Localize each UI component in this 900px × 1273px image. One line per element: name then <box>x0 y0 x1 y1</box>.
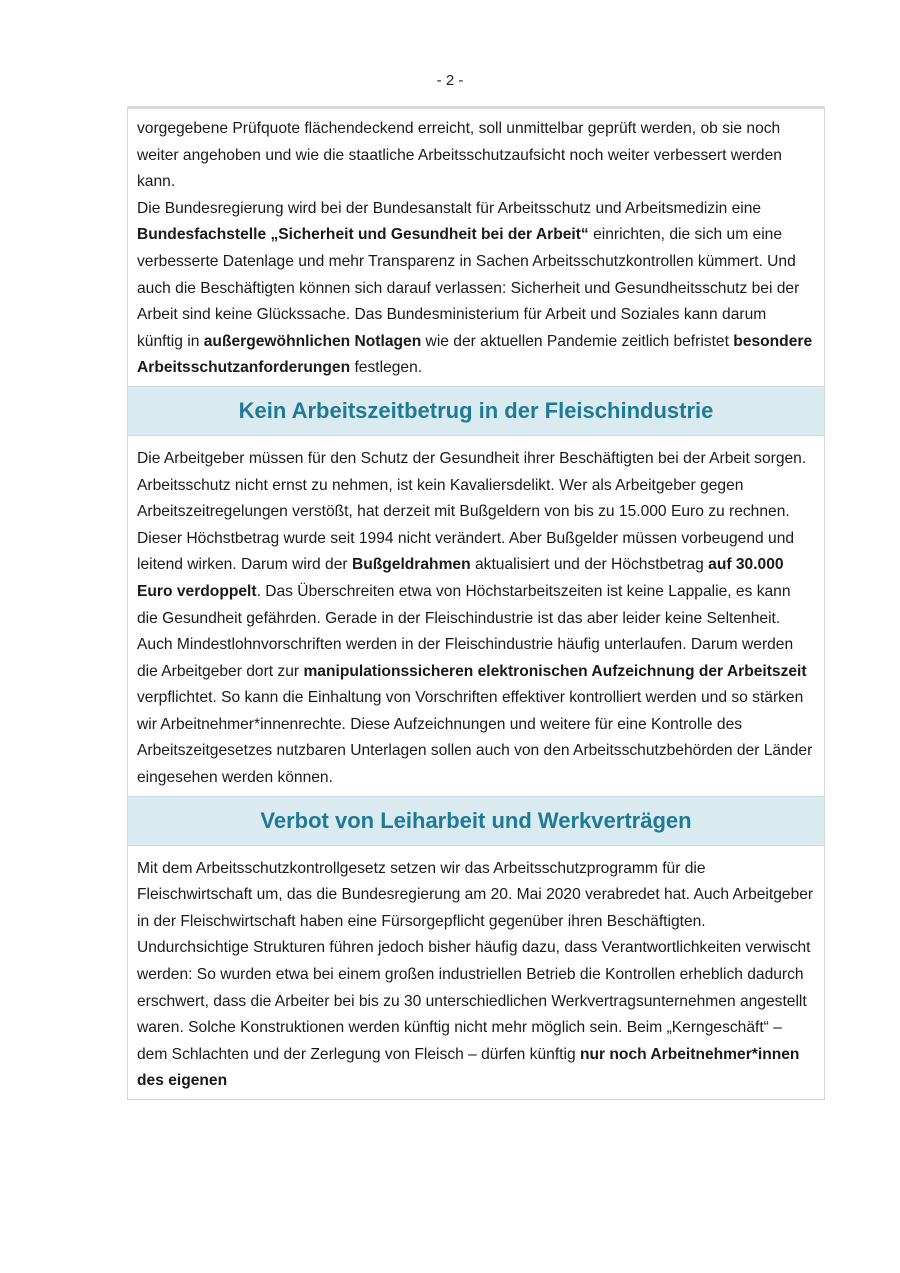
bold-run: Bußgeldrahmen <box>351 556 471 574</box>
text-run: Mit dem Arbeitsschutzkontrollgesetz setzen wir das Arbeitsschutzprogramm für die Fleischwirtschaft um, das die Bundesregierung am 20. Mai 2020 verabredet hat. Auch Arbeitgeber in der Fleischwirtschaft haben eine Fürsorgepflicht gegenüber ihren Beschäftigten. Undurchsichtige Strukturen führen jedoch bisher häufig dazu, dass Verantwortlichkeiten verwischt werden: So wurden etwa bei einem großen industriellen Betrieb die Kontrollen erheblich dadurch erschwert, dass die Arbeiter bei bis zu 30 unterschiedlichen Werkvertragsunternehmen angestellt waren. Solche Konstruktionen werden künftig nicht mehr möglich sein. Beim „Kerngeschäft“ – dem Schlachten und der Zerlegung von Fleisch – dürfen künftig <box>137 859 814 1063</box>
text-run: festlegen. <box>350 359 423 377</box>
bold-run: manipulationssicheren elektronischen Aufzeichnung der Arbeitszeit <box>303 662 807 680</box>
bold-run: auf 30.000 Euro verdoppelt <box>137 556 784 600</box>
intro-paragraph-1: vorgegebene Prüfquote flächendeckend erreicht, soll unmittelbar geprüft werden, ob sie noch weiter angehoben und wie die staatliche Arbeitsschutzaufsicht noch weiter verbessert werden kann. <box>137 120 782 191</box>
text-run: . Das Überschreiten etwa von Höchstarbeitszeiten ist keine Lappalie, es kann die Gesundheit gefährden. Gerade in der Fleischindustrie ist das aber leider keine Seltenheit. Auch Mindestlohnvorschriften werden in der Fleischindustrie häufig unterlaufen. Darum werden die Arbeitgeber dort zur <box>137 582 794 680</box>
bold-run: außergewöhnlichen Notlagen <box>203 332 422 350</box>
page-number: - 2 - <box>436 72 464 89</box>
section-heading-leiharbeit: Verbot von Leiharbeit und Werkverträgen <box>128 796 824 846</box>
leiharbeit-text-block <box>128 846 824 1100</box>
section-heading-fleischindustrie: Kein Arbeitszeitbetrug in der Fleischindustrie <box>128 386 824 436</box>
intro-paragraph-2 <box>137 196 814 382</box>
bold-run: Bundesfachstelle „Sicherheit und Gesundheit bei der Arbeit“ <box>137 226 589 244</box>
text-run: Die Bundesregierung wird bei der Bundesanstalt für Arbeitsschutz und Arbeitsmedizin eine <box>137 199 762 217</box>
text-run: Die Arbeitgeber müssen für den Schutz der Gesundheit ihrer Beschäftigten bei der Arbeit sorgen. Arbeitsschutz nicht ernst zu nehmen, ist kein Kavaliersdelikt. Wer als Arbeitgeber gegen Arbeitszeitregelungen verstößt, hat derzeit mit Bußgeldern von bis zu 15.000 Euro zu rechnen. Dieser Höchstbetrag wurde seit 1994 nicht verändert. Aber Bußgelder müssen vorbeugend und leitend wirken. Darum wird der <box>137 449 807 574</box>
leiharbeit-paragraph <box>137 856 814 1095</box>
bold-run: nur noch Arbeitnehmer*innen des eigenen <box>137 1045 800 1090</box>
fleischindustrie-paragraph <box>137 446 814 792</box>
text-run: aktualisiert und der Höchstbetrag <box>470 556 709 574</box>
text-run: verpflichtet. So kann die Einhaltung von Vorschriften effektiver kontrolliert werden und so stärken wir Arbeitnehmer*innenrechte. Diese Aufzeichnungen und weitere für eine Kontrolle des Arbeitszeitgesetzes nutzbaren Unterlagen sollen auch von den Arbeitsschutzbehörden der Länder eingesehen werden können. <box>137 689 813 787</box>
content-frame <box>127 106 825 1100</box>
intro-text-block <box>128 109 824 386</box>
text-run: einrichten, die sich um eine verbesserte Datenlage und mehr Transparenz in Sachen Arbeitsschutzkontrollen kümmert. Und auch die Beschäftigten können sich darauf verlassen: Sicherheit und Gesundheitsschutz bei der Arbeit sind keine Glückssache. Das Bundesministerium für Arbeit und Soziales kann darum künftig in <box>137 226 800 350</box>
fleischindustrie-text-block <box>128 436 824 796</box>
text-run: wie der aktuellen Pandemie zeitlich befristet <box>421 332 734 350</box>
bold-run: besondere Arbeitsschutzanforderungen <box>137 332 813 377</box>
